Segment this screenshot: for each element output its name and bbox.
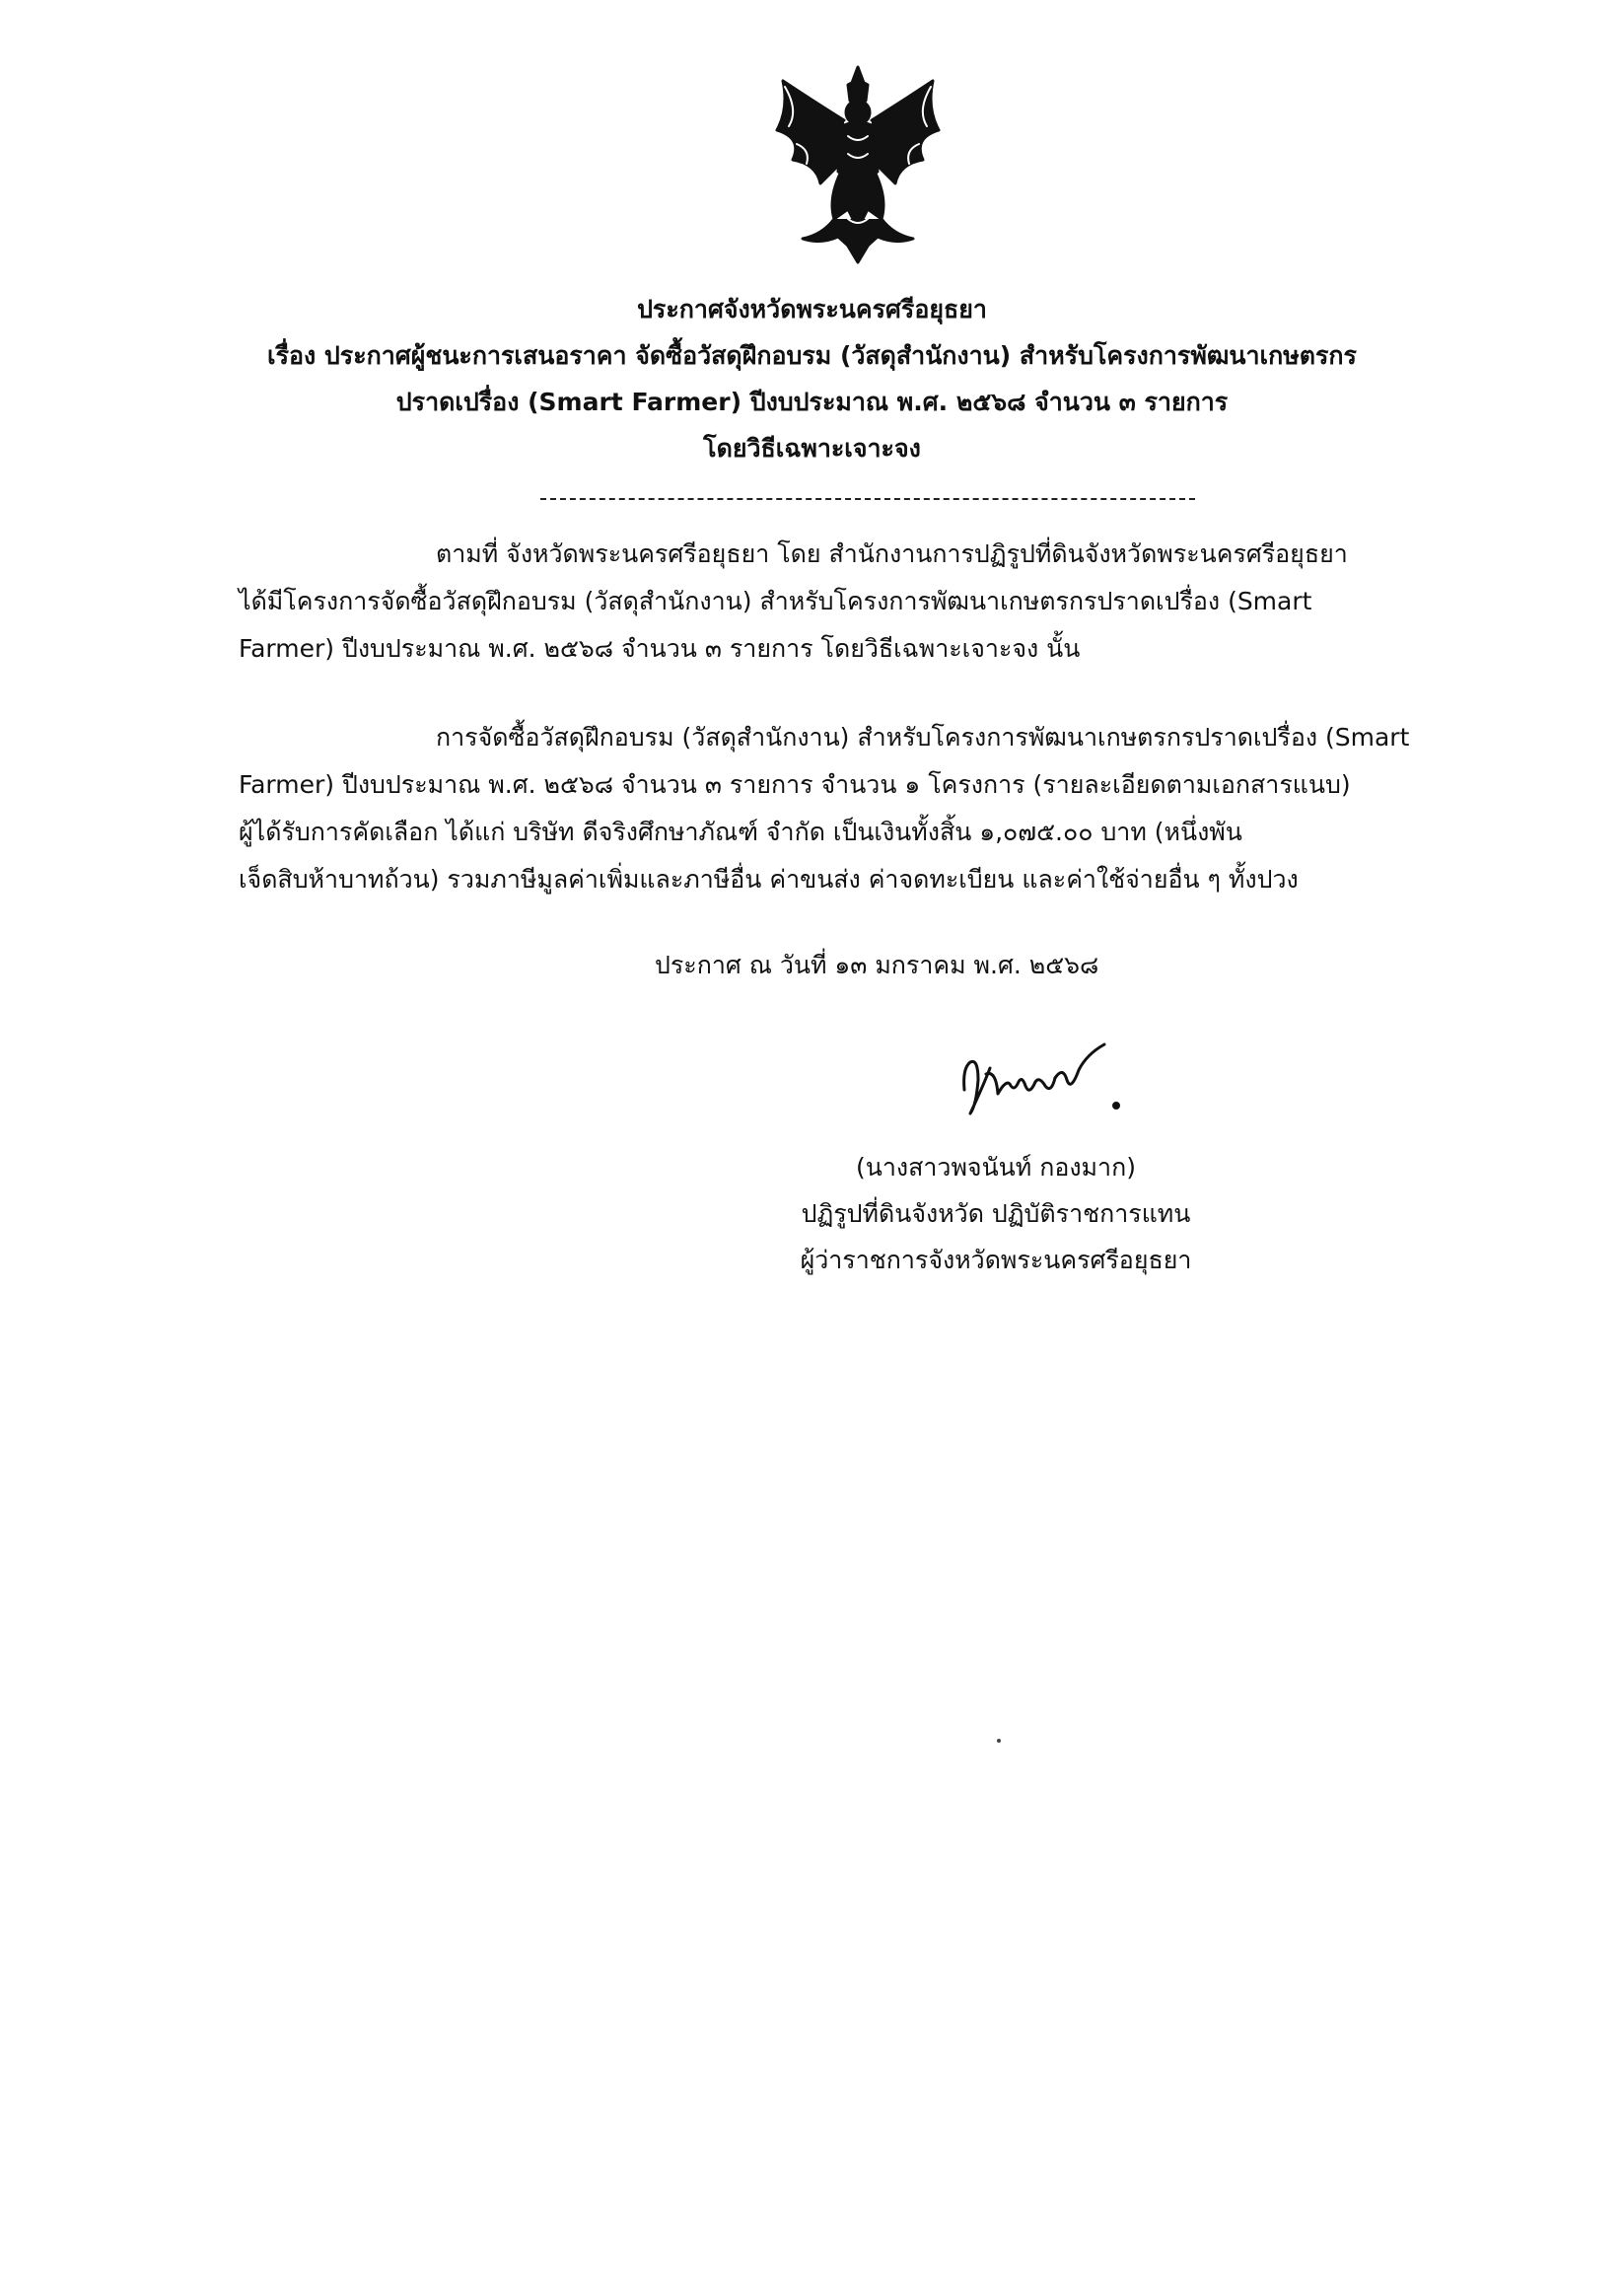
paragraph-line: Farmer) ปีงบประมาณ พ.ศ. ๒๕๖๘ จำนวน ๓ รายการ โดยวิธีเฉพาะเจาะจง นั้น xyxy=(239,634,1081,663)
paragraph-line: เจ็ดสิบห้าบาทถ้วน) รวมภาษีมูลค่าเพิ่มและภาษีอื่น ค่าขนส่ง ค่าจดทะเบียน และค่าใช้จ่ายอื่น ๆ ทั้งปวง xyxy=(239,865,1299,894)
announce-date: ประกาศ ณ วันที่ ๑๓ มกราคม พ.ศ. ๒๕๖๘ xyxy=(655,951,1099,979)
title-separator xyxy=(540,498,1195,500)
title-line: โดยวิธีเฉพาะเจาะจง xyxy=(703,434,921,463)
signer-position: ผู้ว่าราชการจังหวัดพระนครศรีอยุธยา xyxy=(800,1246,1192,1274)
paragraph-award xyxy=(239,714,1491,903)
garuda-emblem-icon xyxy=(763,61,953,268)
paragraph-line: ผู้ได้รับการคัดเลือก ได้แก่ บริษัท ดีจริงศึกษาภัณฑ์ จำกัด เป็นเงินทั้งสิ้น ๑,๐๗๕.๐๐ บาท (หนึ่งพัน xyxy=(239,818,1242,846)
scan-speck xyxy=(997,1739,1001,1743)
paragraph-line: การจัดซื้อวัสดุฝึกอบรม (วัสดุสำนักงาน) สำหรับโครงการพัฒนาเกษตรกรปราดเปรื่อง (Smart xyxy=(436,723,1410,752)
title-line: ปราดเปรื่อง (Smart Farmer) ปีงบประมาณ พ.ศ. ๒๕๖๘ จำนวน ๓ รายการ xyxy=(395,388,1229,416)
title-line: ประกาศจังหวัดพระนครศรีอยุธยา xyxy=(637,295,987,323)
paragraph-background xyxy=(239,531,1491,673)
paragraph-line: Farmer) ปีงบประมาณ พ.ศ. ๒๕๖๘ จำนวน ๓ รายการ จำนวน ๑ โครงการ (รายละเอียดตามเอกสารแนบ) xyxy=(239,770,1351,799)
paragraph-line: ตามที่ จังหวัดพระนครศรีอยุธยา โดย สำนักงานการปฏิรูปที่ดินจังหวัดพระนครศรีอยุธยา xyxy=(436,539,1348,568)
paragraph-line: ได้มีโครงการจัดซื้อวัสดุฝึกอบรม (วัสดุสำนักงาน) สำหรับโครงการพัฒนาเกษตรกรปราดเปรื่อง (Smart xyxy=(239,587,1312,615)
signer-name: (นางสาวพจนันท์ กองมาก) xyxy=(856,1153,1136,1182)
signer-block xyxy=(690,1144,1302,1283)
title-line: เรื่อง ประกาศผู้ชนะการเสนอราคา จัดซื้อวัสดุฝึกอบรม (วัสดุสำนักงาน) สำหรับโครงการพัฒนาเกษตรกร xyxy=(267,341,1357,370)
announcement-title xyxy=(148,286,1476,471)
signer-position: ปฏิรูปที่ดินจังหวัด ปฏิบัติราชการแทน xyxy=(801,1199,1191,1228)
handwritten-signature-icon xyxy=(956,1040,1144,1119)
